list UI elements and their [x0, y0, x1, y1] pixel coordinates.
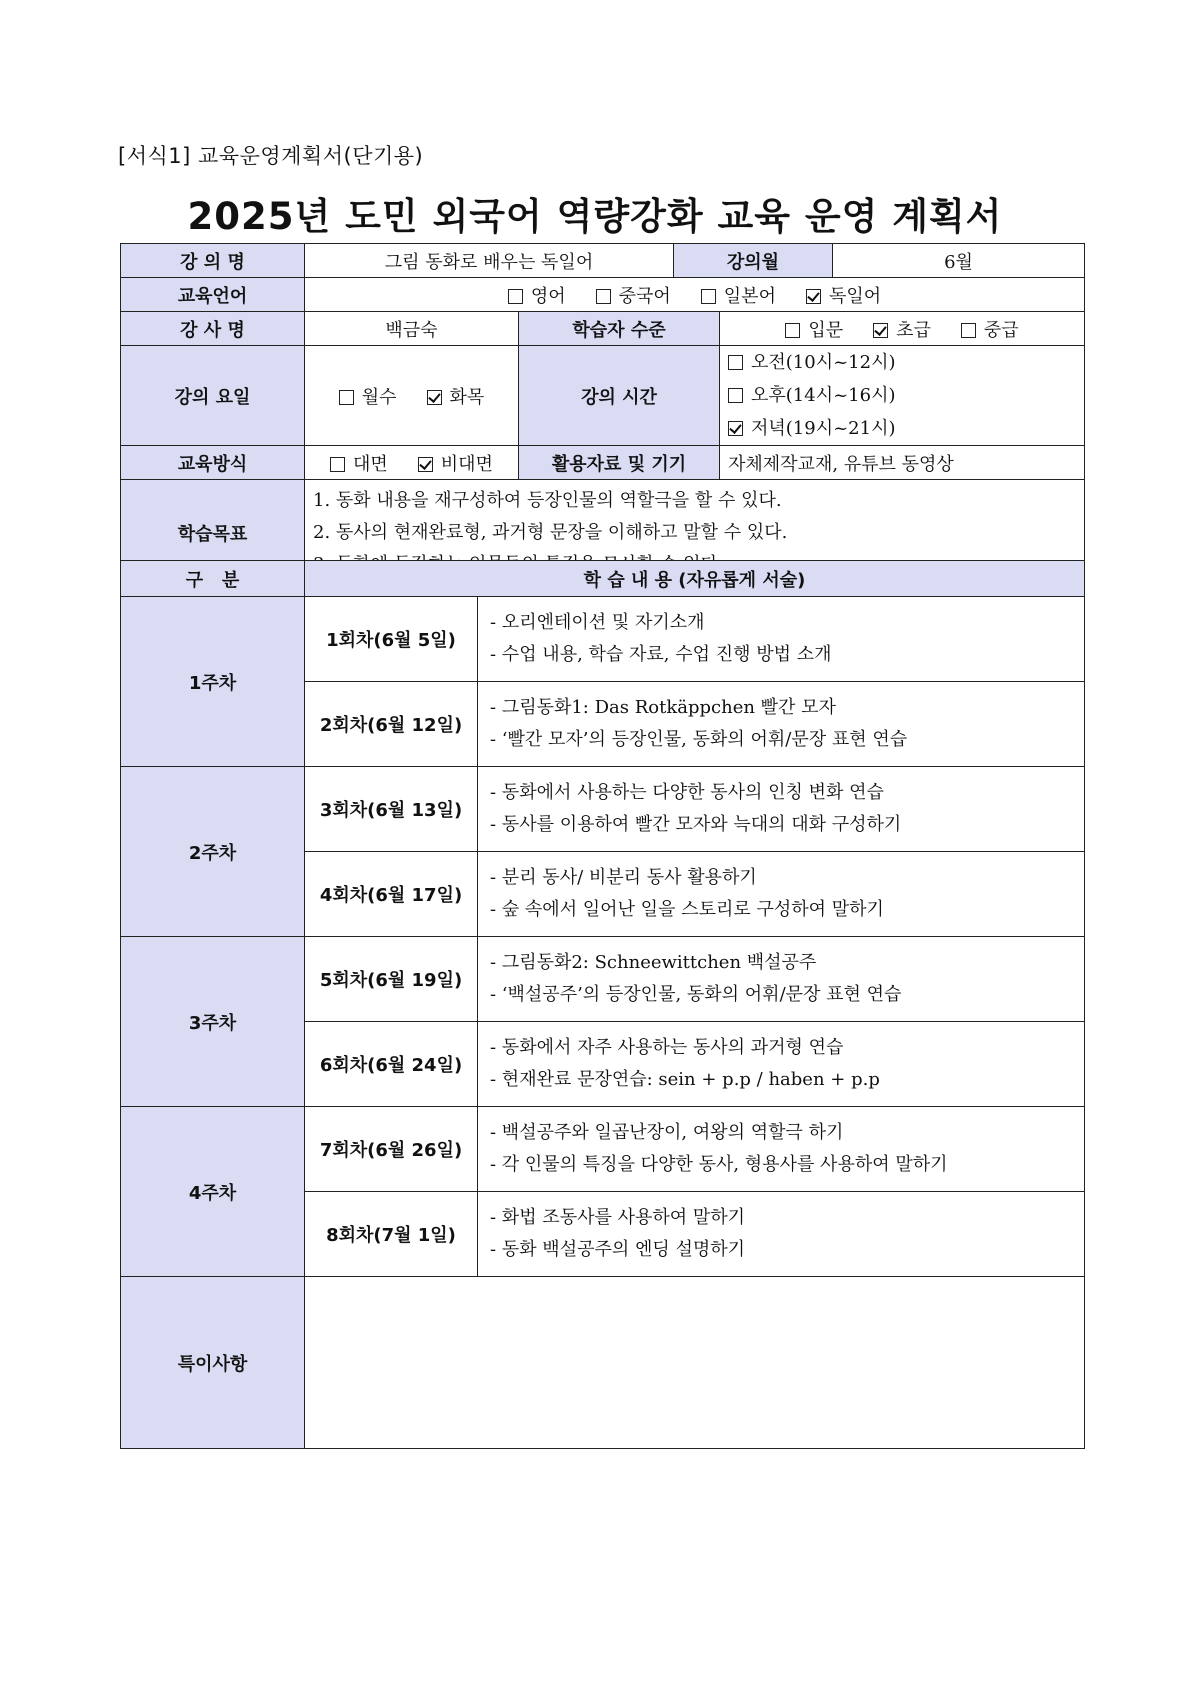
checkbox-label: 오후(14시~16시)	[751, 385, 896, 406]
content-line: - ‘백설공주’의 등장인물, 동화의 어휘/문장 표현 연습	[490, 984, 902, 1005]
empty-box-icon[interactable]	[330, 457, 345, 472]
notes-label: 특이사항	[121, 1277, 305, 1449]
language-options	[305, 278, 1085, 312]
checked-box-icon[interactable]	[728, 421, 743, 436]
checkbox-option[interactable]	[728, 346, 896, 379]
empty-box-icon[interactable]	[508, 289, 523, 304]
checkbox-label: 오전(10시~12시)	[751, 352, 896, 373]
checkbox-option[interactable]	[596, 282, 671, 308]
time-options	[720, 346, 1085, 446]
goal-item: 1. 동화 내용을 재구성하여 등장인물의 역할극을 할 수 있다.	[313, 490, 782, 511]
checkbox-label: 입문	[808, 319, 844, 341]
checkbox-label: 저녁(19시~21시)	[751, 418, 896, 439]
checked-box-icon[interactable]	[873, 323, 888, 338]
empty-box-icon[interactable]	[596, 289, 611, 304]
course-name-label: 강 의 명	[121, 244, 305, 278]
goals-label: 학습목표	[121, 480, 305, 587]
content-line: - 오리엔테이션 및 자기소개	[490, 612, 705, 633]
session-content	[478, 597, 1085, 682]
empty-box-icon[interactable]	[728, 388, 743, 403]
content-line: - 화법 조동사를 사용하여 말하기	[490, 1207, 746, 1228]
empty-box-icon[interactable]	[728, 355, 743, 370]
notes-value	[305, 1277, 1085, 1449]
session-name: 8회차(7월 1일)	[305, 1192, 478, 1277]
content-line: - ‘빨간 모자’의 등장인물, 동화의 어휘/문장 표현 연습	[490, 729, 908, 750]
days-options	[305, 346, 519, 446]
schedule-table	[120, 560, 1085, 1449]
checkbox-option[interactable]	[728, 379, 896, 412]
checkbox-label: 독일어	[828, 285, 882, 307]
content-header: 학 습 내 용 (자유롭게 서술)	[305, 561, 1085, 597]
session-content	[478, 682, 1085, 767]
month-label: 강의월	[674, 244, 833, 277]
content-line: - 분리 동사/ 비분리 동사 활용하기	[490, 867, 757, 888]
month-cell	[674, 244, 1085, 278]
session-row	[121, 1107, 1085, 1192]
materials-label: 활용자료 및 기기	[519, 446, 720, 480]
content-line: - 현재완료 문장연습: sein + p.p / haben + p.p	[490, 1069, 880, 1090]
checkbox-option[interactable]	[728, 412, 896, 445]
checkbox-option[interactable]	[339, 383, 397, 409]
materials-value: 자체제작교재, 유튜브 동영상	[720, 446, 1085, 480]
session-content	[478, 852, 1085, 937]
checkbox-option[interactable]	[427, 383, 485, 409]
checkbox-option[interactable]	[418, 450, 493, 476]
checkbox-label: 중국어	[618, 285, 671, 307]
session-name: 1회차(6월 5일)	[305, 597, 478, 682]
checkbox-option[interactable]	[961, 316, 1019, 342]
category-header: 구 분	[121, 561, 305, 597]
session-name: 5회차(6월 19일)	[305, 937, 478, 1022]
checkbox-option[interactable]	[508, 282, 566, 308]
language-label: 교육언어	[121, 278, 305, 312]
session-content	[478, 1107, 1085, 1192]
checked-box-icon[interactable]	[427, 390, 442, 405]
checkbox-label: 영어	[530, 285, 566, 307]
instructor-value: 백금숙	[305, 312, 519, 346]
checkbox-label: 월수	[361, 386, 397, 408]
checked-box-icon[interactable]	[418, 457, 433, 472]
session-content	[478, 1192, 1085, 1277]
week-label: 3주차	[121, 937, 305, 1107]
form-label: [서식1] 교육운영계획서(단기용)	[118, 144, 424, 168]
session-name: 2회차(6월 12일)	[305, 682, 478, 767]
checkbox-option[interactable]	[785, 316, 843, 342]
content-line: - 동화 백설공주의 엔딩 설명하기	[490, 1239, 746, 1260]
session-name: 7회차(6월 26일)	[305, 1107, 478, 1192]
week-label: 4주차	[121, 1107, 305, 1277]
level-options	[720, 312, 1085, 346]
session-row	[121, 767, 1085, 852]
page-title: 2025년 도민 외국어 역량강화 교육 운영 계획서	[187, 195, 1003, 238]
session-name: 3회차(6월 13일)	[305, 767, 478, 852]
instructor-label: 강 사 명	[121, 312, 305, 346]
checkbox-label: 중급	[983, 319, 1019, 341]
empty-box-icon[interactable]	[701, 289, 716, 304]
time-label: 강의 시간	[519, 346, 720, 446]
content-line: - 동화에서 자주 사용하는 동사의 과거형 연습	[490, 1037, 844, 1058]
checkbox-option[interactable]	[330, 450, 388, 476]
session-content	[478, 1022, 1085, 1107]
month-value: 6월	[944, 251, 973, 273]
checkbox-label: 초급	[896, 319, 931, 341]
session-content	[478, 767, 1085, 852]
session-name: 4회차(6월 17일)	[305, 852, 478, 937]
content-line: - 각 인물의 특징을 다양한 동사, 형용사를 사용하여 말하기	[490, 1154, 948, 1175]
checkbox-option[interactable]	[701, 282, 776, 308]
method-options	[305, 446, 519, 480]
content-line: - 수업 내용, 학습 자료, 수업 진행 방법 소개	[490, 644, 832, 665]
session-name: 6회차(6월 24일)	[305, 1022, 478, 1107]
checkbox-label: 대면	[353, 453, 388, 475]
content-line: - 동사를 이용하여 빨간 모자와 늑대의 대화 구성하기	[490, 814, 902, 835]
checkbox-label: 비대면	[440, 453, 493, 475]
content-line: - 그림동화2: Schneewittchen 백설공주	[490, 952, 817, 973]
empty-box-icon[interactable]	[961, 323, 976, 338]
course-name-value: 그림 동화로 배우는 독일어	[305, 244, 674, 278]
week-label: 1주차	[121, 597, 305, 767]
days-label: 강의 요일	[121, 346, 305, 446]
checkbox-label: 일본어	[723, 285, 776, 307]
course-info-table	[120, 243, 1085, 587]
method-label: 교육방식	[121, 446, 305, 480]
session-row	[121, 597, 1085, 682]
week-label: 2주차	[121, 767, 305, 937]
content-line: - 그림동화1: Das Rotkäppchen 빨간 모자	[490, 697, 836, 718]
empty-box-icon[interactable]	[339, 390, 354, 405]
session-row	[121, 937, 1085, 1022]
content-line: - 동화에서 사용하는 다양한 동사의 인칭 변화 연습	[490, 782, 884, 803]
checkbox-option[interactable]	[806, 282, 881, 308]
empty-box-icon[interactable]	[785, 323, 800, 338]
checkbox-label: 화목	[449, 386, 485, 408]
session-content	[478, 937, 1085, 1022]
checkbox-option[interactable]	[873, 316, 931, 342]
level-label: 학습자 수준	[519, 312, 720, 346]
content-line: - 숲 속에서 일어난 일을 스토리로 구성하여 말하기	[490, 899, 884, 920]
checked-box-icon[interactable]	[806, 289, 821, 304]
content-line: - 백설공주와 일곱난장이, 여왕의 역할극 하기	[490, 1122, 844, 1143]
goal-item: 2. 동사의 현재완료형, 과거형 문장을 이해하고 말할 수 있다.	[313, 522, 788, 543]
